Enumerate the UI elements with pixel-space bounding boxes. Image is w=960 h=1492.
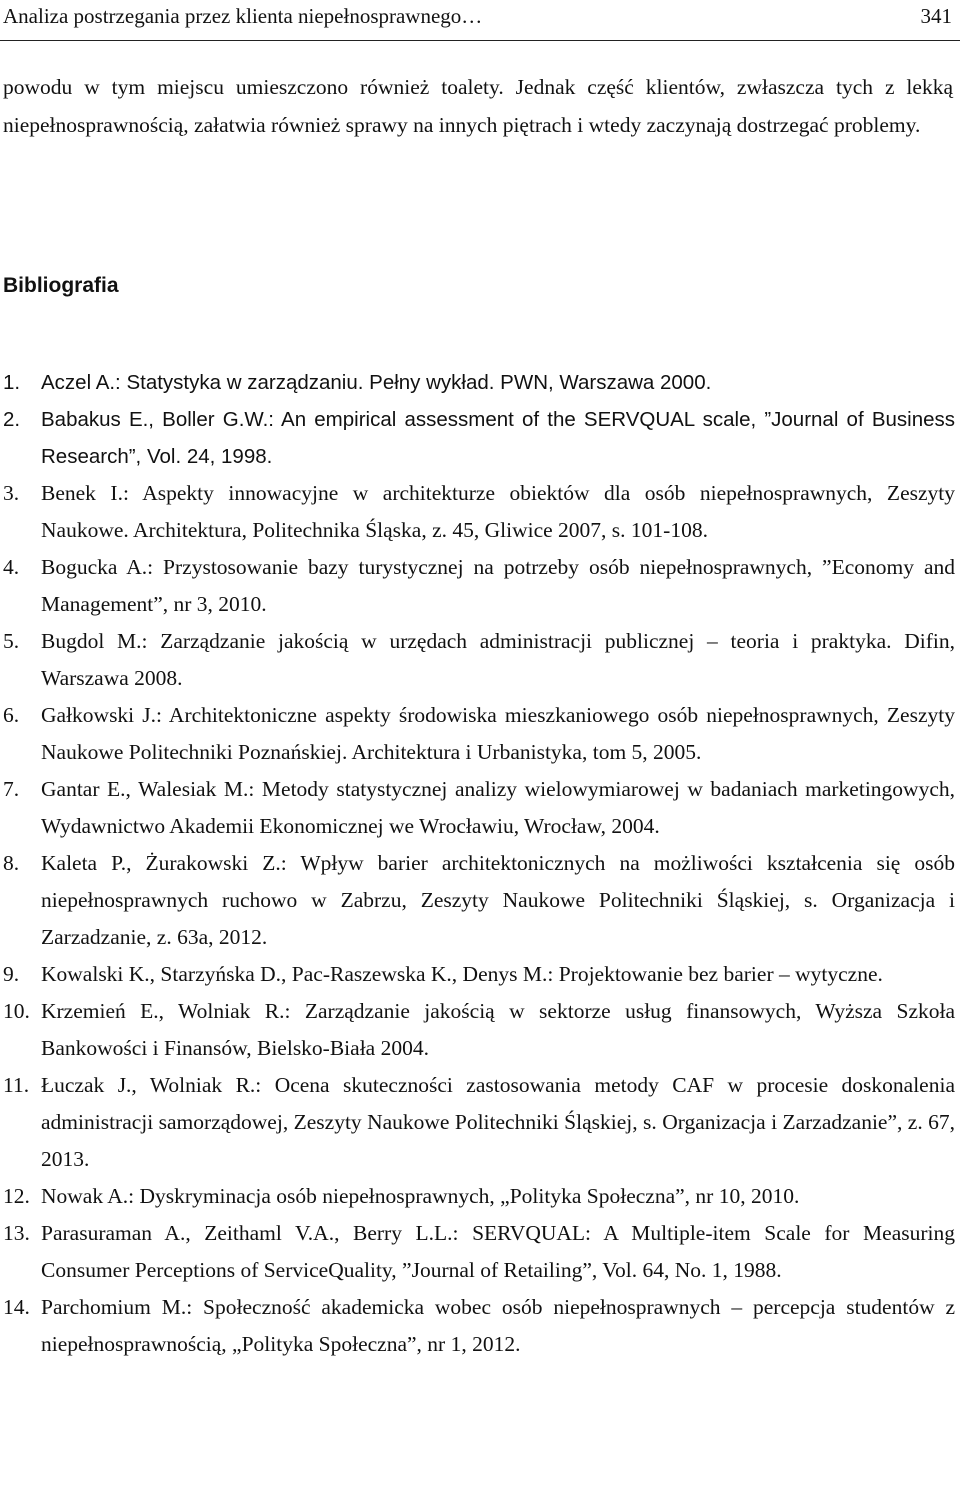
reference-item <box>3 1215 955 1289</box>
reference-item <box>3 1178 955 1215</box>
reference-item <box>3 697 955 771</box>
page-number: 341 <box>920 4 952 28</box>
bibliography-list <box>3 364 955 1363</box>
reference-number: 9. <box>3 962 20 986</box>
reference-number: 14. <box>3 1295 30 1319</box>
reference-text: Kowalski K., Starzyńska D., Pac-Raszewska K., Denys M.: Projektowanie bez barier – wytyczne. <box>41 962 883 986</box>
reference-item <box>3 475 955 549</box>
reference-number: 5. <box>3 629 20 653</box>
reference-number: 4. <box>3 555 20 579</box>
reference-text: Babakus E., Boller G.W.: An empirical assessment of the SERVQUAL scale, ”Journal of Business Research”, Vol. 24, 1998. <box>41 408 955 468</box>
reference-item <box>3 623 955 697</box>
reference-text: Aczel A.: Statystyka w zarządzaniu. Pełny wykład. PWN, Warszawa 2000. <box>41 371 712 394</box>
reference-text: Parchomium M.: Społeczność akademicka wobec osób niepełnosprawnych – percepcja studentów z niepełnosprawnością, „Polityka Społeczna”, nr 1, 2012. <box>41 1295 955 1356</box>
reference-number: 8. <box>3 851 20 875</box>
reference-text: Gałkowski J.: Architektoniczne aspekty środowiska mieszkaniowego osób niepełnosprawnych, Zeszyty Naukowe Politechniki Poznańskiej. Architektura i Urbanistyka, tom 5, 2005. <box>41 703 955 764</box>
reference-number: 6. <box>3 703 20 727</box>
reference-text: Krzemień E., Wolniak R.: Zarządzanie jakością w sektorze usług finansowych, Wyższa Szkoła Bankowości i Finansów, Bielsko-Biała 2004. <box>41 999 955 1060</box>
intro-paragraph: powodu w tym miejscu umieszczono również toalety. Jednak część klientów, zwłaszcza tych z lekką niepełnosprawnością, załatwia również sprawy na innych piętrach i wtedy zaczynają dostrzegać problemy. <box>3 75 953 137</box>
reference-text: Nowak A.: Dyskryminacja osób niepełnosprawnych, „Polityka Społeczna”, nr 10, 2010. <box>41 1184 800 1208</box>
reference-number: 13. <box>3 1221 30 1245</box>
reference-text: Parasuraman A., Zeithaml V.A., Berry L.L.: SERVQUAL: A Multiple-item Scale for Measuring Consumer Perceptions of ServiceQuality, ”Journal of Retailing”, Vol. 64, No. 1, 1988. <box>41 1221 955 1282</box>
reference-text: Benek I.: Aspekty innowacyjne w architekturze obiektów dla osób niepełnosprawnych, Zeszyty Naukowe. Architektura, Politechnika Śląska, z. 45, Gliwice 2007, s. 101-108. <box>41 481 955 542</box>
reference-number: 2. <box>3 408 21 431</box>
reference-text: Bogucka A.: Przystosowanie bazy turystycznej na potrzeby osób niepełnosprawnych, ”Economy and Management”, nr 3, 2010. <box>41 555 955 616</box>
reference-text: Łuczak J., Wolniak R.: Ocena skuteczności zastosowania metody CAF w procesie doskonalenia administracji samorządowej, Zeszyty Naukowe Politechniki Śląskiej, s. Organizacja i Zarzadzanie”, z. 67, 2013. <box>41 1073 955 1171</box>
reference-text: Kaleta P., Żurakowski Z.: Wpływ barier architektonicznych na możliwości kształcenia się osób niepełnosprawnych ruchowo w Zabrzu, Zeszyty Naukowe Politechniki Śląskiej, s. Organizacja i Zarzadzanie, z. 63a, 2012. <box>41 851 955 949</box>
reference-item <box>3 364 955 401</box>
reference-item <box>3 993 955 1067</box>
reference-number: 10. <box>3 999 30 1023</box>
reference-number: 7. <box>3 777 20 801</box>
reference-number: 3. <box>3 481 20 505</box>
running-header-title: Analiza postrzegania przez klienta niepełnosprawnego… <box>3 4 483 28</box>
reference-item <box>3 401 955 475</box>
reference-number: 1. <box>3 371 21 394</box>
reference-item <box>3 845 955 956</box>
reference-number: 11. <box>3 1073 30 1097</box>
reference-number: 12. <box>3 1184 30 1208</box>
reference-item <box>3 549 955 623</box>
reference-text: Gantar E., Walesiak M.: Metody statystycznej analizy wielowymiarowej w badaniach marketingowych, Wydawnictwo Akademii Ekonomicznej we Wrocławiu, Wrocław, 2004. <box>41 777 955 838</box>
reference-item <box>3 1289 955 1363</box>
reference-item <box>3 1067 955 1178</box>
bibliography-heading: Bibliografia <box>3 274 119 297</box>
reference-item <box>3 956 955 993</box>
running-header <box>0 0 960 41</box>
reference-item <box>3 771 955 845</box>
reference-text: Bugdol M.: Zarządzanie jakością w urzędach administracji publicznej – teoria i praktyka. Difin, Warszawa 2008. <box>41 629 955 690</box>
